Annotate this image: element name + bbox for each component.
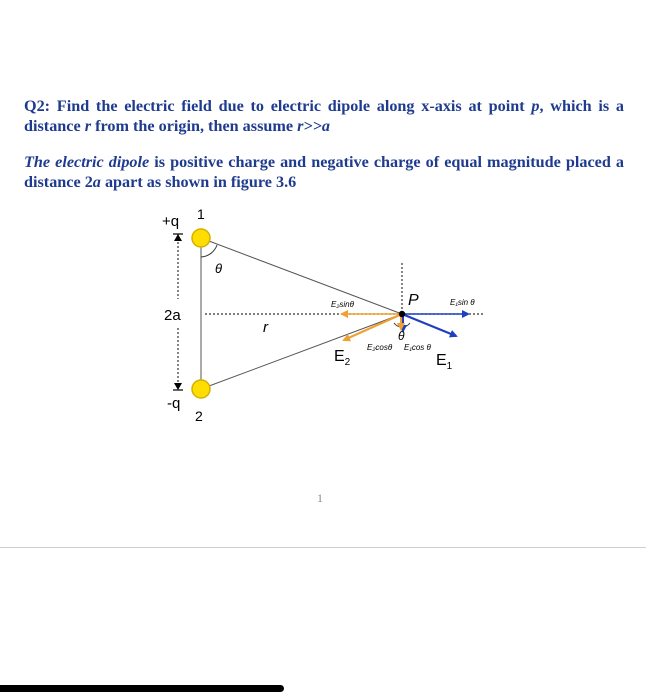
charge-1-index: 1 xyxy=(197,206,205,222)
angle-label-top: θ xyxy=(215,261,223,276)
distance-label: r xyxy=(263,319,268,336)
positive-charge xyxy=(192,229,210,247)
dipole-figure xyxy=(150,205,500,430)
separation-label: 2a xyxy=(164,307,181,324)
description-text-1: is positive charge and negative charge of equal magnitude placed a distance 2 xyxy=(24,153,624,191)
e2-field-arrow xyxy=(344,314,402,340)
question-assumption: r>>a xyxy=(297,117,330,135)
question-point: p xyxy=(531,97,540,115)
negative-charge xyxy=(192,380,210,398)
page-divider xyxy=(0,547,646,548)
e2-sin-label: E₂sinθ xyxy=(331,300,354,309)
question-label: Q2: xyxy=(24,97,51,115)
point-p-label: P xyxy=(408,292,419,309)
description-subject: The electric dipole xyxy=(24,153,150,171)
e1-label: $E_1$ xyxy=(436,352,453,372)
separation-arrow-up xyxy=(174,234,182,241)
question-distance: r xyxy=(84,117,92,135)
description-text-2: apart as shown in figure 3.6 xyxy=(100,173,297,191)
point-p-dot xyxy=(399,311,405,317)
positive-charge-label: +q xyxy=(162,213,180,230)
question-text-2: , which is a distance xyxy=(24,97,624,135)
question-paragraph xyxy=(24,96,624,136)
description-var: a xyxy=(92,173,101,191)
e2-label: $E_2$ xyxy=(334,348,351,368)
negative-charge-label: -q xyxy=(167,395,181,412)
separation-arrow-down xyxy=(174,383,182,390)
e1-field-arrow xyxy=(402,314,456,336)
e2-cos-label: E₂cosθ xyxy=(367,343,393,352)
question-text-3: from the origin, then assume xyxy=(91,117,298,135)
question-text-1: Find the electric field due to electric dipole along x-axis at point xyxy=(50,97,532,115)
description-paragraph xyxy=(24,152,624,192)
page-number: 1 xyxy=(317,491,323,505)
e1-sin-label: E₁sin θ xyxy=(450,298,475,307)
e1-cos-label: E₁cos θ xyxy=(404,343,431,352)
home-indicator[interactable] xyxy=(0,685,284,692)
charge-2-index: 2 xyxy=(195,408,203,424)
angle-label-p: θ xyxy=(398,329,405,343)
line-charge1-to-p xyxy=(201,238,402,314)
